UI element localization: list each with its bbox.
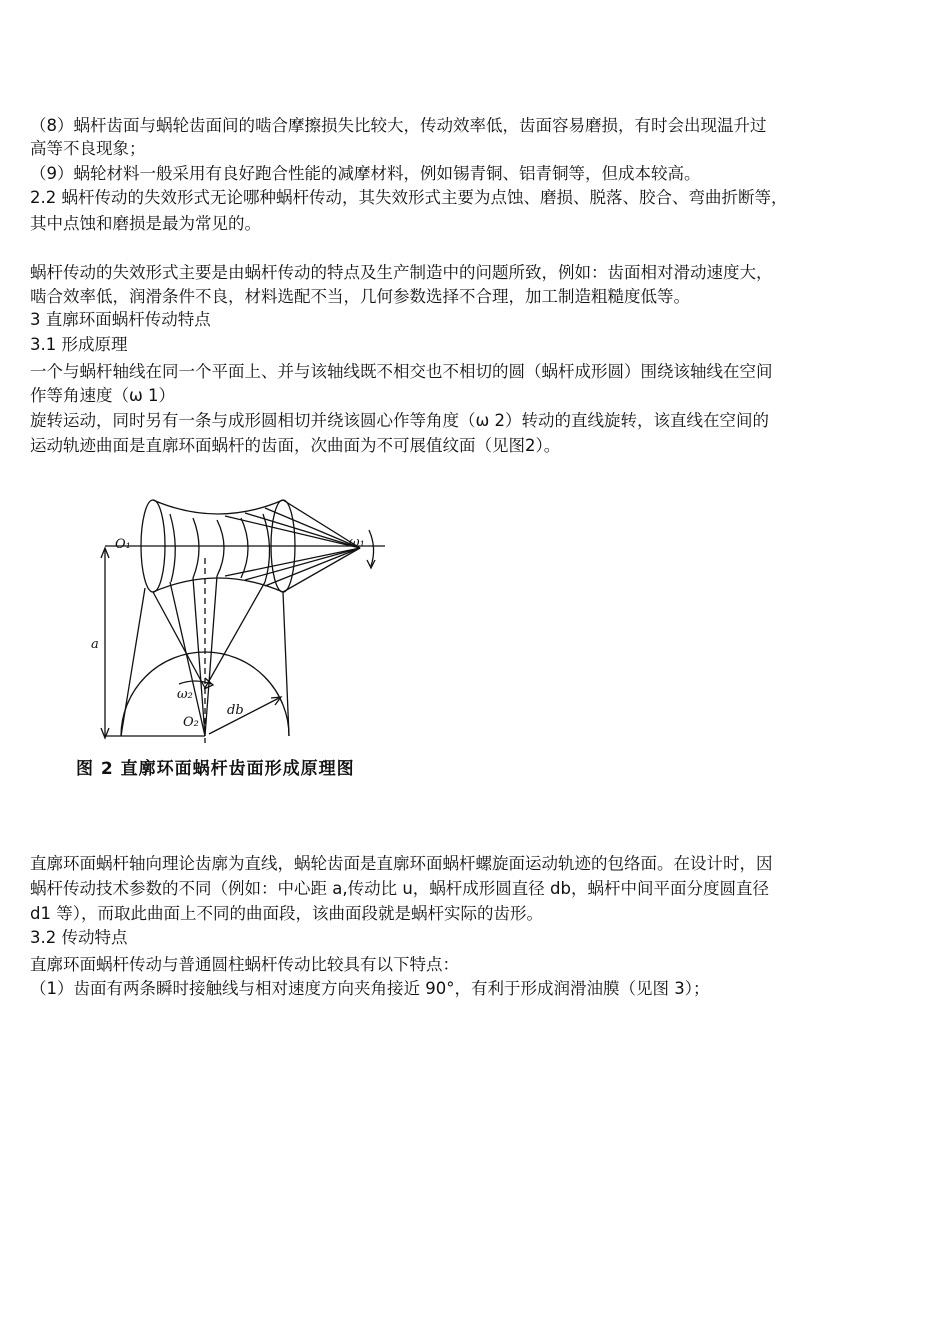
label-a: a	[91, 637, 99, 652]
label-db: db	[227, 703, 244, 718]
text-line: （8）蜗杆齿面与蜗轮齿面间的啮合摩擦损失比较大，传动效率低，齿面容易磨损，有时会出现温升过	[30, 116, 767, 135]
text-line: d1 等），而取此曲面上不同的曲面段，该曲面段就是蜗杆实际的齿形。	[30, 904, 543, 923]
text-line: 运动轨迹曲面是直廓环面蜗杆的齿面，次曲面为不可展值纹面（见图2）。	[30, 436, 561, 455]
section-heading: 3 直廓环面蜗杆传动特点	[30, 310, 211, 329]
figure-caption: 图 2 直廓环面蜗杆齿面形成原理图	[76, 759, 355, 779]
text-line: 啮合效率低，润滑条件不良，材料选配不当，几何参数选择不合理，加工制造粗糙度低等。	[30, 287, 690, 306]
label-o2: O₂	[183, 715, 199, 730]
text-line: 2.2 蜗杆传动的失效形式无论哪种蜗杆传动，其失效形式主要为点蚀、磨损、脱落、胶合、弯曲折断等，	[30, 188, 788, 207]
text-line: 一个与蜗杆轴线在同一个平面上、并与该轴线既不相交也不相切的圆（蜗杆成形圆）围绕该轴线在空间	[30, 362, 773, 381]
text-line: 旋转运动，同时另有一条与成形圆相切并绕该圆心作等角度（ω 2）转动的直线旋转，该直线在空间的	[30, 411, 770, 430]
text-line: （1）齿面有两条瞬时接触线与相对速度方向夹角接近 90°，有利于形成润滑油膜（见图 3）；	[30, 979, 710, 998]
text-line: 其中点蚀和磨损是最为常见的。	[30, 214, 261, 233]
worm-gear-diagram	[75, 488, 395, 788]
label-omega1: ω₁	[349, 535, 365, 550]
text-line: 蜗杆传动的失效形式主要是由蜗杆传动的特点及生产制造中的问题所致，例如：齿面相对滑动速度大，	[30, 263, 773, 282]
text-line: （9）蜗轮材料一般采用有良好跑合性能的减摩材料，例如锡青铜、铝青铜等，但成本较高。	[30, 164, 701, 183]
text-line: 直廓环面蜗杆传动与普通圆柱蜗杆传动比较具有以下特点：	[30, 955, 459, 974]
text-line: 直廓环面蜗杆轴向理论齿廓为直线，蜗轮齿面是直廓环面蜗杆螺旋面运动轨迹的包络面。在设计时，因	[30, 854, 773, 873]
label-omega2: ω₂	[177, 687, 193, 702]
text-line: 作等角速度（ω 1）	[30, 386, 176, 405]
text-line: 蜗杆传动技术参数的不同（例如：中心距 a,传动比 u，蜗杆成形圆直径 db，蜗杆中间平面分度圆直径	[30, 879, 769, 898]
subsection-heading: 3.1 形成原理	[30, 335, 128, 354]
subsection-heading: 3.2 传动特点	[30, 928, 128, 947]
label-o1: O₁	[115, 537, 131, 552]
text-line: 高等不良现象；	[30, 139, 146, 158]
